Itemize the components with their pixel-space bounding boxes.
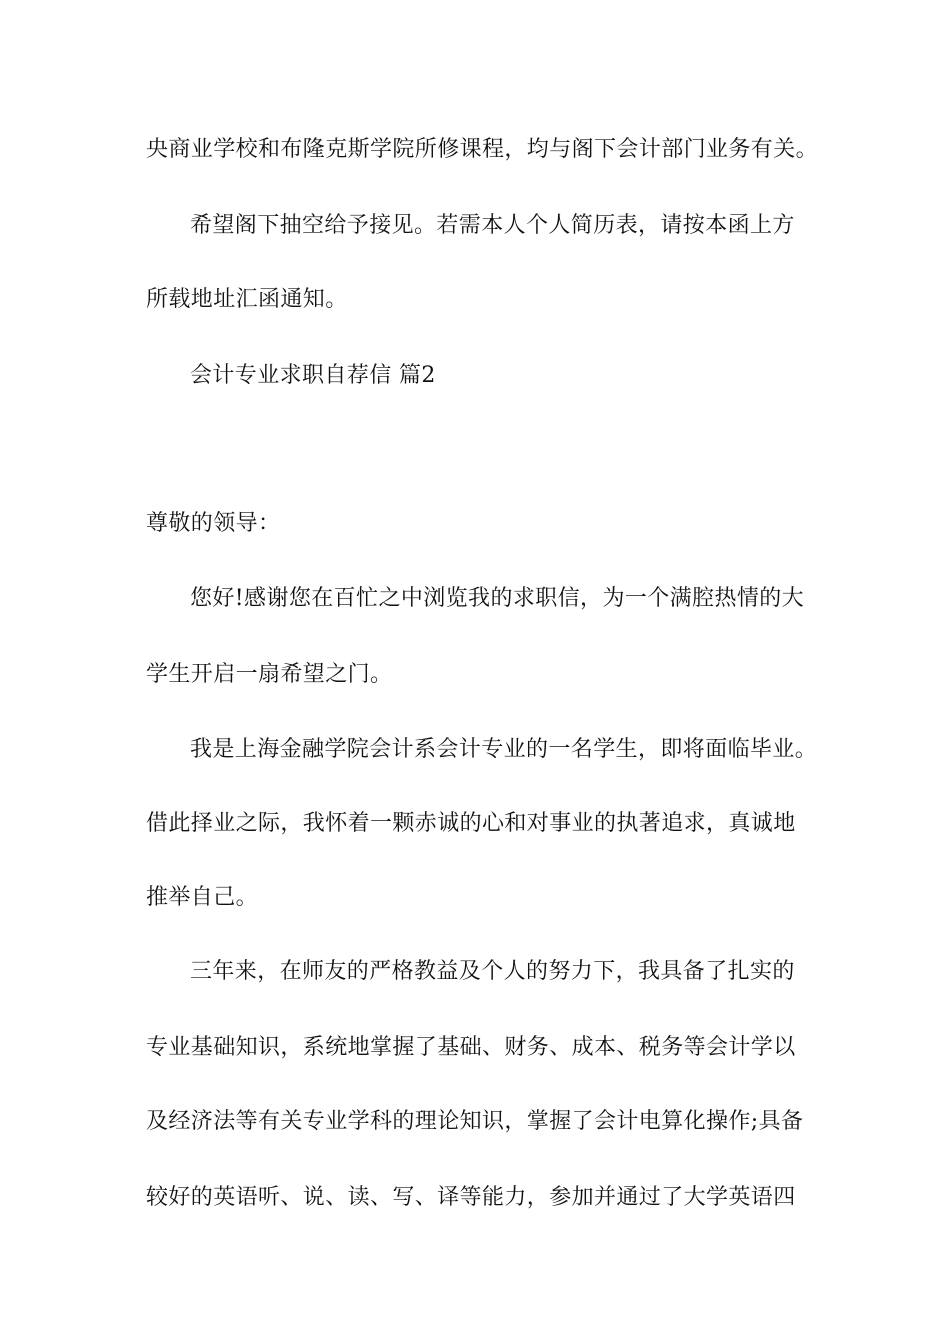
paragraph-line: 三年来，在师友的严格教益及个人的努力下，我具备了扎实的	[190, 959, 795, 984]
salutation: 尊敬的领导：	[146, 511, 281, 536]
paragraph-line: 借此择业之际，我怀着一颗赤诚的心和对事业的执著追求，真诚地	[146, 811, 796, 836]
paragraph-line: 希望阁下抽空给予接见。若需本人个人简历表，请按本函上方	[190, 213, 795, 238]
paragraph-line: 专业基础知识，系统地掌握了基础、财务、成本、税务等会计学以	[146, 1035, 796, 1060]
paragraph-line: 及经济法等有关专业学科的理论知识，掌握了会计电算化操作;具备	[146, 1109, 804, 1134]
paragraph-line: 央商业学校和布隆克斯学院所修课程，均与阁下会计部门业务有关。	[146, 137, 819, 162]
paragraph-line: 学生开启一扇希望之门。	[146, 662, 393, 687]
paragraph-line: 您好!感谢您在百忙之中浏览我的求职信，为一个满腔热情的大	[190, 586, 805, 611]
paragraph-line: 我是上海金融学院会计系会计专业的一名学生，即将面临毕业。	[190, 737, 818, 762]
paragraph-line: 推举自己。	[146, 885, 259, 910]
paragraph-line: 较好的英语听、说、读、写、译等能力，参加并通过了大学英语四	[146, 1185, 796, 1210]
section-heading: 会计专业求职自荐信 篇2	[190, 363, 436, 388]
paragraph-line: 所载地址汇函通知。	[146, 287, 348, 312]
